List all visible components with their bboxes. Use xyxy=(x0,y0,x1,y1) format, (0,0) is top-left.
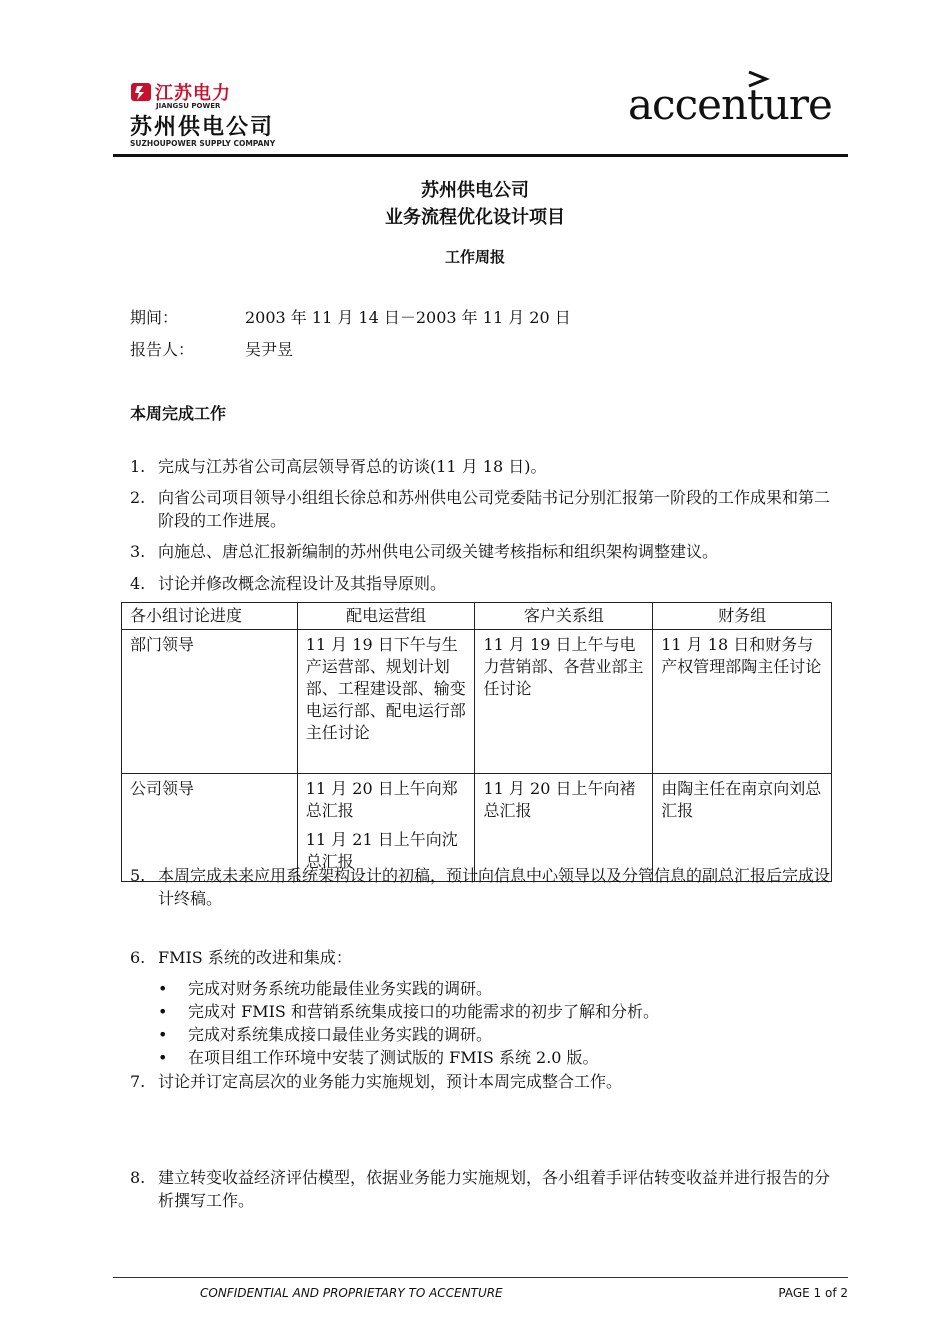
item-text: 本周完成未来应用系统架构设计的初稿，预计向信息中心领导以及分管信息的副总汇报后完成设计终稿。 xyxy=(158,866,831,908)
list-item xyxy=(130,864,835,910)
item-text: 向省公司项目领导小组组长徐总和苏州供电公司党委陆书记分别汇报第一阶段的工作成果和第二阶段的工作进展。 xyxy=(158,488,831,530)
page-number: PAGE 1 of 2 xyxy=(778,1286,848,1300)
item-number: 5. xyxy=(130,866,146,885)
title-company: 苏州供电公司 xyxy=(421,180,529,201)
cell-text: 11 月 20 日上午向郑总汇报 xyxy=(305,779,458,820)
title-project: 业务流程优化设计项目 xyxy=(385,207,565,228)
bullet-item xyxy=(158,1000,838,1023)
bullet-item xyxy=(158,1046,838,1069)
accenture-logo xyxy=(628,70,843,130)
item-text: 向施总、唐总汇报新编制的苏州供电公司级关键考核指标和组织架构调整建议。 xyxy=(158,542,719,561)
list-item xyxy=(130,455,835,478)
brand-en: JIANGSU POWER xyxy=(156,102,221,110)
table-header: 客户关系组 xyxy=(475,603,653,630)
table-cell xyxy=(653,630,832,774)
table-row xyxy=(122,630,832,774)
report-type: 工作周报 xyxy=(444,248,505,266)
item-text: 讨论并订定高层次的业务能力实施规划，预计本周完成整合工作。 xyxy=(158,1072,623,1091)
bullet-item xyxy=(158,1023,838,1046)
reporter-label: 报告人： xyxy=(130,340,195,359)
item-number: 1. xyxy=(130,457,146,476)
company-cn: 苏州供电公司 xyxy=(130,115,275,140)
item-number: 2. xyxy=(130,488,146,507)
item-text: 讨论并修改概念流程设计及其指导原则。 xyxy=(158,574,447,593)
cell-text: 由陶主任在南京向刘总汇报 xyxy=(661,779,822,820)
list-item xyxy=(130,486,835,532)
table-header: 各小组讨论进度 xyxy=(122,603,298,630)
jiangsu-power-emblem-icon xyxy=(130,81,152,103)
table-header: 财务组 xyxy=(653,603,832,630)
list-item xyxy=(130,540,835,563)
cell-text: 11 月 20 日上午向褚总汇报 xyxy=(483,779,636,820)
item-text: 完成与江苏省公司高层领导胥总的访谈(11 月 18 日)。 xyxy=(158,457,547,476)
confidential-notice: CONFIDENTIAL AND PROPRIETARY TO ACCENTURE xyxy=(200,1286,503,1300)
bullet-icon: • xyxy=(158,1025,168,1044)
jiangsu-power-logo xyxy=(130,80,305,148)
item-number: 3. xyxy=(130,542,146,561)
bullet-item xyxy=(158,977,838,1000)
item-text: 建立转变收益经济评估模型，依据业务能力实施规划，各小组着手评估转变收益并进行报告的分析撰写工作。 xyxy=(158,1168,831,1210)
item-number: 8. xyxy=(130,1168,146,1187)
list-item xyxy=(130,572,835,595)
bullet-text: 在项目组工作环境中安装了测试版的 FMIS 系统 2.0 版。 xyxy=(188,1048,599,1067)
list-item xyxy=(130,1070,835,1093)
cell-text: 11 月 19 日下午与生产运营部、规划计划部、工程建设部、输变电运行部、配电运行部主任讨论 xyxy=(305,635,466,742)
reporter-value: 吴尹昱 xyxy=(245,340,294,359)
footer-divider xyxy=(113,1277,848,1278)
row-label: 公司领导 xyxy=(122,774,298,882)
item-number: 7. xyxy=(130,1072,146,1091)
table-header-row xyxy=(122,603,832,630)
table-cell xyxy=(297,630,475,774)
bullet-text: 完成对 FMIS 和营销系统集成接口的功能需求的初步了解和分析。 xyxy=(188,1002,659,1021)
cell-text: 11 月 18 日和财务与产权管理部陶主任讨论 xyxy=(661,635,822,676)
progress-table xyxy=(121,602,832,882)
item-number: 6. xyxy=(130,948,146,967)
cell-text: 11 月 21 日上午向沈总汇报 xyxy=(305,830,458,871)
bullet-icon: • xyxy=(158,1048,168,1067)
list-item xyxy=(130,946,835,969)
item-text: FMIS 系统的改进和集成： xyxy=(158,948,352,967)
company-en: SUZHOUPOWER SUPPLY COMPANY xyxy=(130,139,276,148)
brand-cn: 江苏电力 xyxy=(155,83,231,104)
bullet-text: 完成对系统集成接口最佳业务实践的调研。 xyxy=(188,1025,493,1044)
table-cell xyxy=(475,630,653,774)
table-header: 配电运营组 xyxy=(297,603,475,630)
bullet-text: 完成对财务系统功能最佳业务实践的调研。 xyxy=(188,979,493,998)
period-value: 2003 年 11 月 14 日－2003 年 11 月 20 日 xyxy=(245,308,571,327)
accenture-wordmark: accenture xyxy=(628,80,832,129)
row-label: 部门领导 xyxy=(122,630,298,774)
bullet-icon: • xyxy=(158,1002,168,1021)
section-heading: 本周完成工作 xyxy=(130,404,227,423)
list-item xyxy=(130,1166,835,1212)
cell-text: 11 月 19 日上午与电力营销部、各营业部主任讨论 xyxy=(483,635,644,698)
item-number: 4. xyxy=(130,574,146,593)
header-divider xyxy=(113,154,848,157)
period-label: 期间： xyxy=(130,308,179,327)
bullet-icon: • xyxy=(158,979,168,998)
